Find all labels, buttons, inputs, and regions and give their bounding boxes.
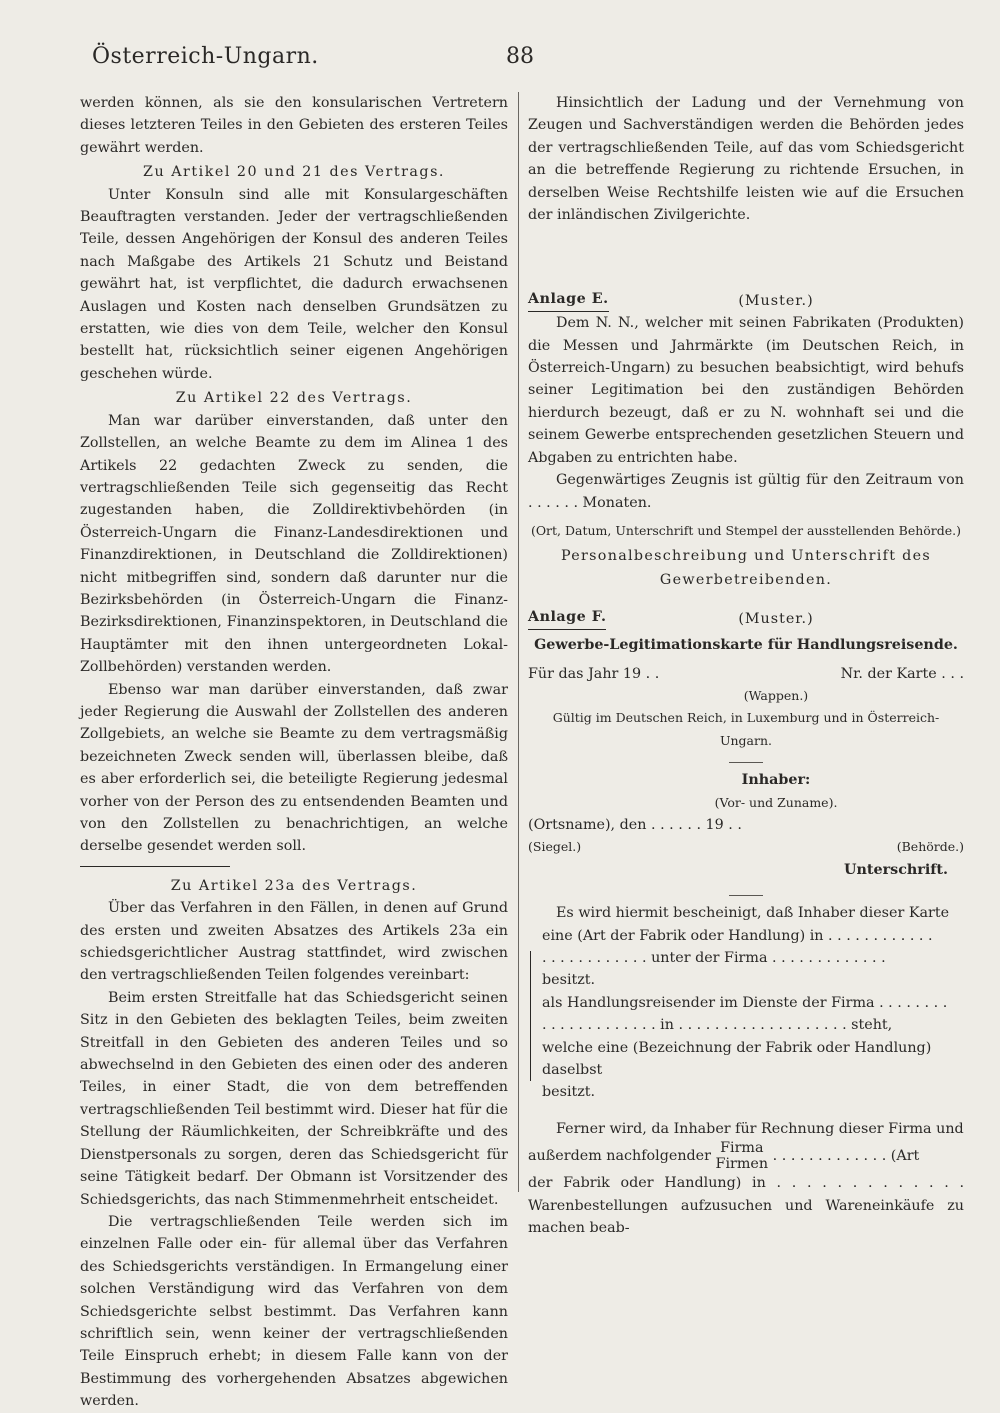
paragraph: Die vertragschließenden Teile werden sich im einzelnen Falle oder ein- für allemal über das Verfahren des Schiedsgerichts verständigen. In Ermangelung einer solchen Verständigung wird das Verfahren von dem Schiedsgerichte selbst bestimmt. Das Verfahren kann schriftlich sein, wenn keiner der vertragschließenden Teile Einspruch erhebt; in diesem Falle kann von der Bestimmung des vorhergehenden Absatzes abgewichen werden. — [80, 1213, 508, 1410]
paragraph: Man war darüber einverstanden, daß unter den Zollstellen, an welche Beamte zu dem im Alinea 1 des Artikels 22 gedachten Zweck zu senden, die vertragschließenden Teile sich gegenseitig das Recht zugestanden haben, die Zolldirektivbehörden (in Österreich-Ungarn die Finanz-Landesdirektionen und Finanzdirektionen, in Deutschland die Zolldirektionen) nicht mitbegriffen sind, sondern daß darunter nur die Bezirksbehörden (in Österreich-Ungarn die Finanz-Bezirksdirektionen, Finanzinspektoren, in Deutschland die Hauptämter mit den ihnen untergeordneten Lokal-Zollbehörden) verstanden werden. — [80, 412, 508, 676]
paragraph: Ferner wird, da Inhaber für Rechnung dieser Firma und — [556, 1120, 964, 1137]
paragraph: der Fabrik oder Handlung) in . . . . . . . . . . . . . Warenbestellungen aufzusuchen und Wareneinkäufe zu machen beab- — [528, 1175, 964, 1237]
cert-line: . . . . . . . . . . . . unter der Firma . . . . . . . . . . . . . — [542, 950, 886, 966]
firm-plural: Firmen — [715, 1156, 769, 1173]
paragraph: Es wird hiermit bescheinigt, daß Inhaber dieser Karte — [556, 905, 950, 922]
cert-line: als Handlungsreisender im Dienste der Firma . . . . . . . . — [542, 994, 948, 1011]
running-head: Österreich-Ungarn. — [92, 44, 319, 69]
signature-label: Unterschrift. — [844, 861, 948, 878]
section-heading: Zu Artikel 23a des Vertrags. — [170, 877, 418, 894]
paragraph: Ebenso war man darüber einverstanden, daß zwar jeder Regierung die Auswahl der Zollstellen des anderen Zollgebiets, an welche sie Beamte zu dem vertragsmäßig bezeichneten Zweck senden will, überlassen bleibe, daß es aber erforderlich sei, die beteiligte Regierung jedesmal vorher von der Person des zu entsendenden Beamten und von den Zollstellen zu benachrichtigen, an welche derselbe gesendet werden soll. — [80, 681, 508, 855]
cert-line: . . . . . . . . . . . . . in . . . . . . . . . . . . . . . . . . . steht, — [542, 1017, 893, 1034]
muster-label: (Muster.) — [738, 292, 814, 309]
firm-line — [528, 1140, 964, 1172]
appendix-heading: Anlage E. — [528, 288, 609, 311]
cert-line: eine (Art der Fabrik oder Handlung) in . . . . . . . . . . . . — [542, 927, 933, 944]
certificate-options — [528, 925, 964, 1104]
holder-label: Inhaber: — [741, 772, 811, 789]
paragraph: werden können, als sie den konsularischen Vertretern dieses letzteren Teiles in den Gebieten des ersteren Teiles gewährt werden. — [80, 95, 508, 156]
cert-line: welche eine (Bezeichnung der Fabrik oder Handlung) daselbst — [542, 1039, 932, 1079]
paragraph: Beim ersten Streitfalle hat das Schiedsgericht seinen Sitz in den Gebieten des beklagten Teiles, beim zweiten Streitfall in den Gebieten des anderen Teiles und so abwechselnd in den Gebieten des einen oder des anderen Teiles, in einer Stadt, die von dem betreffenden vertragschließenden Teil bestimmt wird. Dieser hat für die Stellung der Räumlichkeiten, der Schreibkräfte und des Dienstpersonals zu sorgen, deren das Schiedsgericht für seine Tätigkeit bedarf. Der Obmann ist Vorsitzender des Schiedsgerichts, das nach Stimmenmehrheit entscheidet. — [80, 989, 508, 1208]
column-divider — [518, 92, 519, 1192]
year-line: Für das Jahr 19 . . — [528, 665, 660, 682]
authority-label: (Behörde.) — [896, 839, 964, 855]
card-year-row — [528, 663, 964, 685]
firm-line-end: . . . . . . . . . . . . . (Art — [772, 1148, 920, 1165]
separator — [80, 866, 230, 867]
paragraph: Gegenwärtiges Zeugnis ist gültig für den Zeitraum von . . . . . . Monaten. — [528, 472, 964, 511]
name-placeholder: (Vor- und Zuname). — [714, 794, 838, 810]
left-column — [80, 92, 508, 1413]
card-number: Nr. der Karte . . . — [840, 665, 964, 682]
firm-line-start: außerdem nachfolgender — [528, 1148, 711, 1165]
personal-description: Personalbeschreibung und Unterschrift des Gewerbetreibenden. — [560, 548, 932, 589]
place-date-line: (Ortsname), den . . . . . . 19 . . — [528, 816, 742, 833]
paragraph: Dem N. N., welcher mit seinen Fabrikaten (Produkten) die Messen und Jahrmärkte (im Deutschen Reich, in Österreich-Ungarn) zu besuchen beabsichtigt, wird behufs seiner Legitimation bei den zuständigen Behörden hierdurch bezeugt, daß er zu N. wohnhaft sei und die seinem Gewerbe entsprechenden gesetzlichen Steuern und Abgaben zu entrichten habe. — [528, 315, 964, 466]
cert-line: besitzt. — [542, 972, 596, 989]
page-number: 88 — [506, 44, 534, 69]
right-column — [528, 92, 964, 1239]
paragraph: Über das Verfahren in den Fällen, in denen auf Grund des ersten und zweiten Absatzes des Artikels 23a ein schiedsgerichtlicher Austrag stattfindet, wird zwischen den vertragschließenden Teilen folgendes vereinbart: — [80, 900, 508, 984]
card-title: Gewerbe-Legitimationskarte für Handlungsreisende. — [534, 637, 958, 654]
section-heading: Zu Artikel 20 und 21 des Vertrags. — [143, 164, 445, 181]
coat-of-arms-label: (Wappen.) — [743, 687, 809, 703]
firm-stack — [716, 1140, 769, 1172]
short-separator — [729, 762, 763, 763]
cert-line: besitzt. — [542, 1084, 596, 1101]
validity-line: Gültig im Deutschen Reich, in Luxemburg und in Österreich-Ungarn. — [552, 710, 940, 748]
seal-label: (Siegel.) — [528, 839, 582, 855]
appendix-heading: Anlage F. — [528, 606, 606, 629]
seal-row — [528, 836, 964, 858]
section-heading: Zu Artikel 22 des Vertrags. — [175, 390, 413, 407]
signature-note: (Ort, Datum, Unterschrift und Stempel der ausstellenden Behörde.) — [530, 522, 962, 538]
firm-singular: Firma — [720, 1140, 764, 1157]
muster-label: (Muster.) — [738, 610, 814, 627]
spacer — [528, 226, 964, 274]
paragraph: Hinsichtlich der Ladung und der Vernehmung von Zeugen und Sachverständigen werden die Behörden jedes der vertragschließenden Teile, auf das vom Schiedsgericht an die betreffende Regierung zu richtende Ersuchen, in derselben Weise Rechtshilfe leisten wie auf die Ersuchen der inländischen Zivilgerichte. — [528, 95, 964, 224]
paragraph: Unter Konsuln sind alle mit Konsulargeschäften Beauftragten verstanden. Jeder der vertragschließenden Teile, dessen Angehörigen der Konsul des anderen Teiles nach Maßgabe des Artikels 21 Schutz und Beistand gewährt hat, ist verpflichtet, die dadurch erwachsenen Auslagen und Kosten nach denselben Grundsätzen zu erstatten, wie dies von dem Teile, welcher den Konsul bestellt hat, rücksichtlich seiner eigenen Angehörigen geschehen würde. — [80, 186, 508, 382]
short-separator — [729, 895, 763, 896]
